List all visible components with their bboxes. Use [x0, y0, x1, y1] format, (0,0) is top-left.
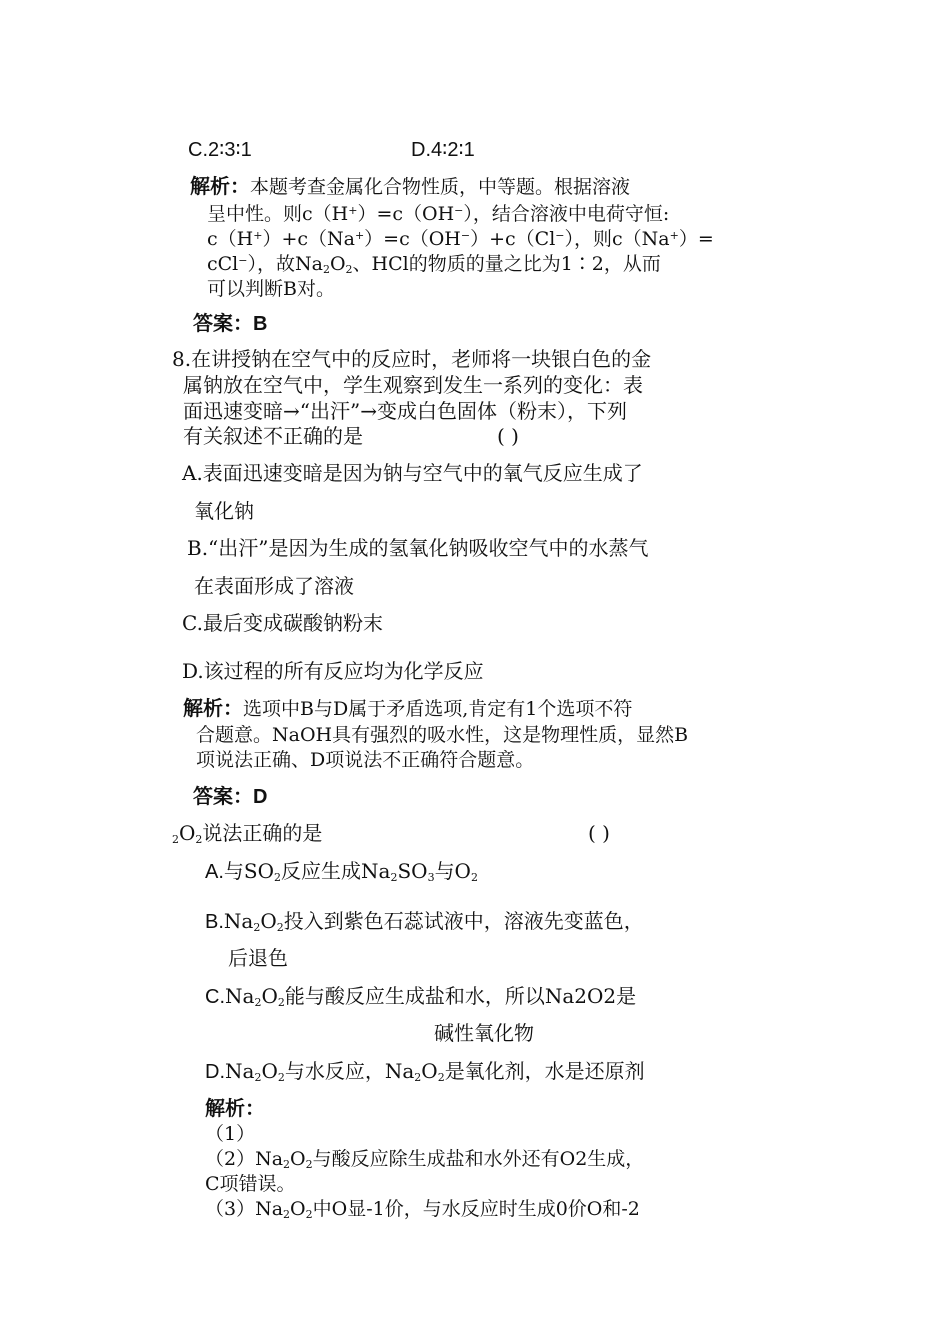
option-c: C.2∶3∶1: [188, 139, 252, 161]
analysis-line: $(2)Na_2O_2$与酸反应除生成盐和水外还有O2生成，: [205, 1148, 645, 1171]
analysis-line: 可以判断B对。: [207, 278, 335, 300]
analysis-line: （1）: [205, 1123, 256, 1145]
analysis-line: C项错误。: [205, 1173, 296, 1195]
option-d: D.该过程的所有反应均为化学反应: [182, 659, 484, 683]
answer-bracket: ( ): [588, 821, 610, 845]
option-c-cont: 碱性氧化物: [434, 1021, 534, 1045]
analysis-label: 解析：: [205, 1098, 265, 1120]
option-a: A.与$SO_2$反应生成$Na_2SO_3$与$O_2$: [205, 859, 478, 884]
question-stem: $_2O_2$说法正确的是: [172, 821, 323, 846]
question-stem: 面迅速变暗→“出汗”→变成白色固体（粉末），下列: [183, 399, 627, 423]
option-b: B.“出汗”是因为生成的氢氧化钠吸收空气中的水蒸气: [187, 536, 649, 560]
answer: 答案：D: [193, 786, 268, 808]
analysis-line: c（H+）+c（Na+）=c（OH−）+c（Cl−），则c（Na+）=: [207, 228, 714, 250]
option-a: A.表面迅速变暗是因为钠与空气中的氧气反应生成了: [182, 461, 643, 485]
option-b: $B.Na_2O_2$投入到紫色石蕊试液中，溶液先变蓝色，: [205, 909, 644, 934]
question-stem: 属钠放在空气中，学生观察到发生一系列的变化：表: [183, 373, 643, 397]
question-stem: 8.在讲授钠在空气中的反应时，老师将一块银白色的金: [172, 347, 652, 371]
analysis-line: 解析：本题考查金属化合物性质，中等题。根据溶液: [190, 176, 631, 198]
option-c: $C.Na_2O_2$能与酸反应生成盐和水，所以Na2O2是: [205, 984, 637, 1009]
analysis-line: 呈中性。则c（H+）=c（OH−），结合溶液中电荷守恒:: [207, 203, 670, 225]
option-a-cont: 氧化钠: [194, 499, 254, 523]
option-b-cont: 在表面形成了溶液: [194, 574, 354, 598]
option-d: $D.Na_2O_2$与水反应，$Na_2O_2$是氧化剂，水是还原剂: [205, 1059, 645, 1084]
analysis-line: 项说法正确、D项说法不正确符合题意。: [196, 749, 535, 771]
answer: 答案：B: [193, 313, 268, 335]
analysis-line: cCl−），故$Na_2O_2$、HCl的物质的量之比为1∶2，从而: [207, 253, 661, 276]
analysis-line: 合题意。NaOH具有强烈的吸水性，这是物理性质，显然B: [196, 724, 689, 746]
analysis-line: $(3)Na_2O_2$中O显-1价，与水反应时生成0价O和-2: [205, 1198, 640, 1221]
question-stem: 有关叙述不正确的是: [183, 424, 363, 448]
option-c: C.最后变成碳酸钠粉末: [182, 611, 383, 635]
analysis-line: 解析：选项中B与D属于矛盾选项,肯定有1个选项不符: [183, 698, 633, 720]
answer-bracket: ( ): [497, 424, 519, 448]
option-d: D.4∶2∶1: [411, 139, 475, 161]
option-b-cont: 后退色: [228, 946, 288, 970]
